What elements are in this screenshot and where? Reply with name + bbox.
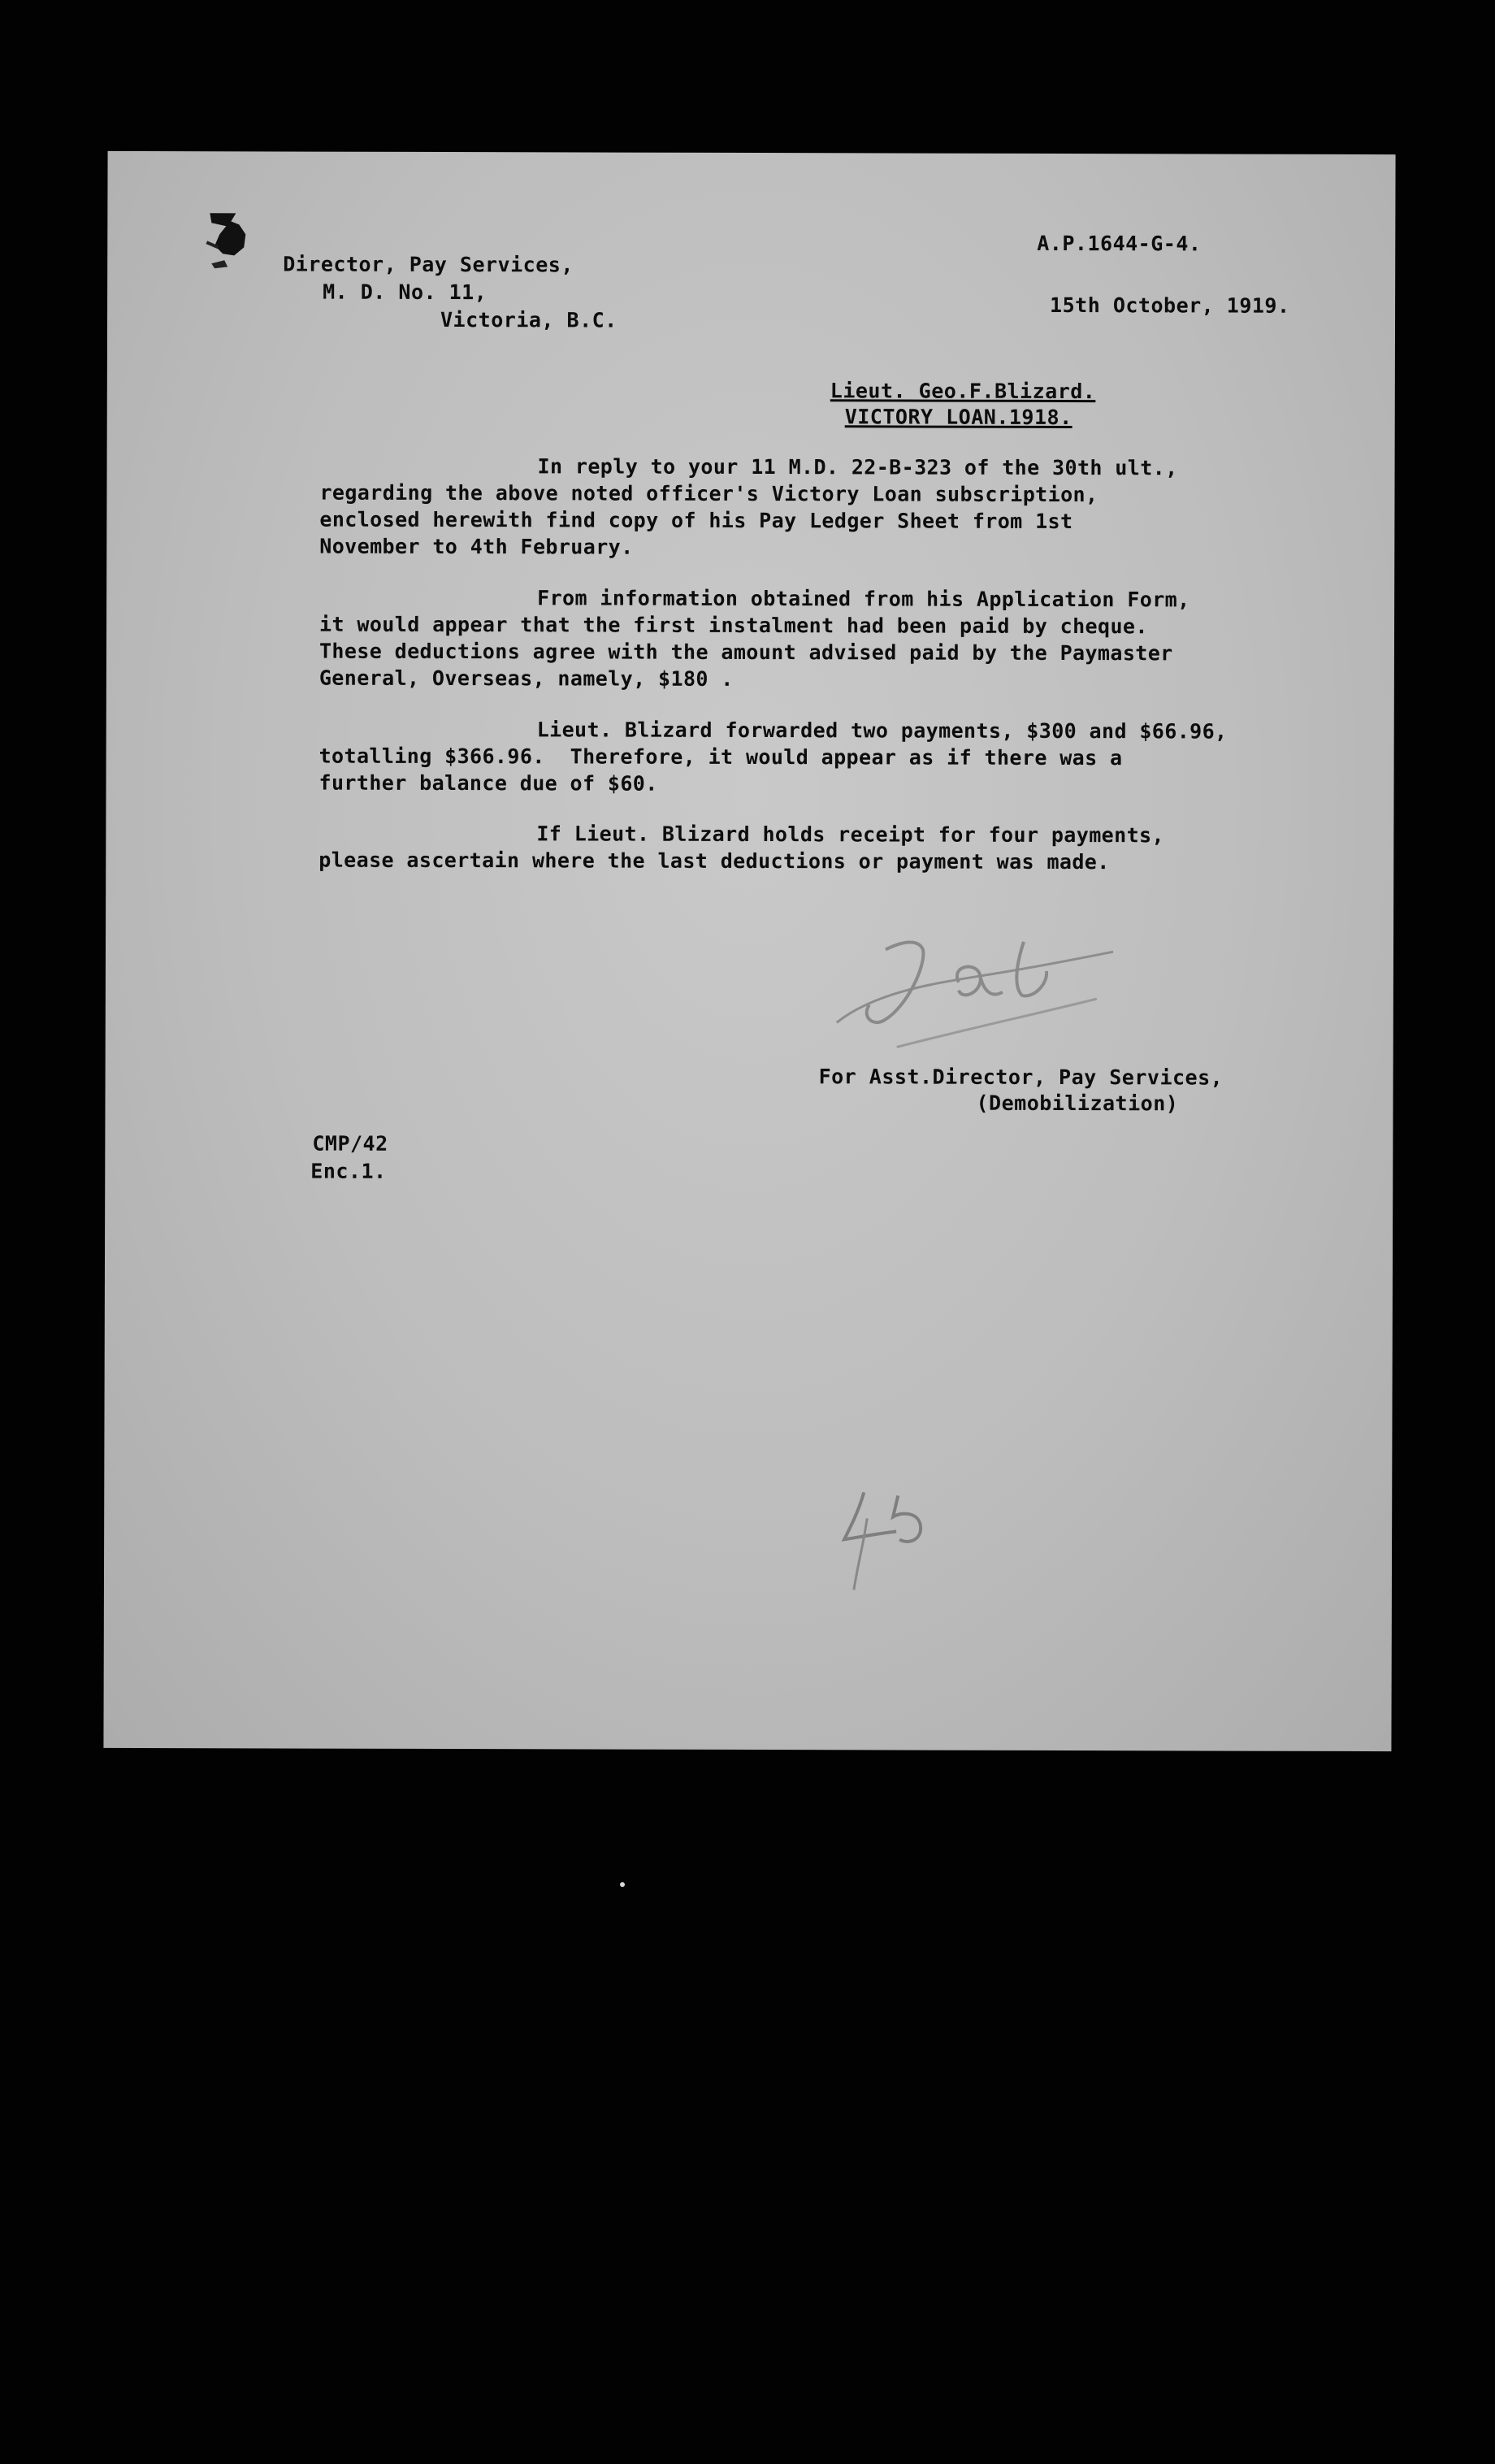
letter-page — [103, 151, 1395, 1751]
subject-line-1: Lieut. Geo.F.Blizard. — [830, 379, 1096, 404]
file-reference: A.P.1644-G-4. — [1037, 231, 1202, 256]
letter-date: 15th October, 1919. — [1050, 293, 1290, 318]
signature-block-line-2: (Demobilization) — [976, 1091, 1179, 1116]
paragraph-1-line-4: November to 4th February. — [319, 534, 634, 559]
paragraph-3-line-1: Lieut. Blizard forwarded two payments, $300 and $66.96, — [536, 718, 1228, 744]
recipient-line-3: Victoria, B.C. — [440, 308, 618, 332]
recipient-line-1: Director, Pay Services, — [283, 252, 574, 277]
handwritten-initials-signature — [829, 917, 1121, 1056]
enclosure-note: Enc.1. — [310, 1159, 387, 1183]
paragraph-3-line-3: further balance due of $60. — [318, 770, 658, 796]
stamp-mark-icon — [203, 210, 252, 283]
paragraph-4-line-2: please ascertain where the last deductions or payment was made. — [318, 848, 1110, 874]
paragraph-2-line-4: General, Overseas, namely, $180 . — [318, 666, 734, 691]
paragraph-2-line-1: From information obtained from his Application Form, — [537, 586, 1190, 612]
paragraph-1-line-1: In reply to your 11 M.D. 22-B-323 of the 30th ult., — [537, 454, 1178, 480]
reference-initials: CMP/42 — [312, 1131, 388, 1156]
paragraph-3-line-2: totalling $366.96. Therefore, it would appear as if there was a — [318, 744, 1123, 770]
paragraph-1-line-3: enclosed herewith find copy of his Pay Ledger Sheet from 1st — [319, 507, 1073, 534]
signature-block-line-1: For Asst.Director, Pay Services, — [818, 1065, 1224, 1090]
subject-line-2: VICTORY LOAN.1918. — [844, 405, 1072, 430]
scan-dust-speck — [620, 1882, 625, 1887]
paragraph-2-line-3: These deductions agree with the amount advised paid by the Paymaster — [318, 639, 1173, 666]
paragraph-4-line-1: If Lieut. Blizard holds receipt for four payments, — [536, 822, 1164, 848]
recipient-line-2: M. D. No. 11, — [323, 280, 488, 305]
paragraph-2-line-2: it would appear that the first instalment had been paid by cheque. — [319, 612, 1148, 639]
handwritten-page-number — [839, 1486, 929, 1591]
paragraph-1-line-2: regarding the above noted officer's Victory Loan subscription, — [319, 480, 1098, 507]
